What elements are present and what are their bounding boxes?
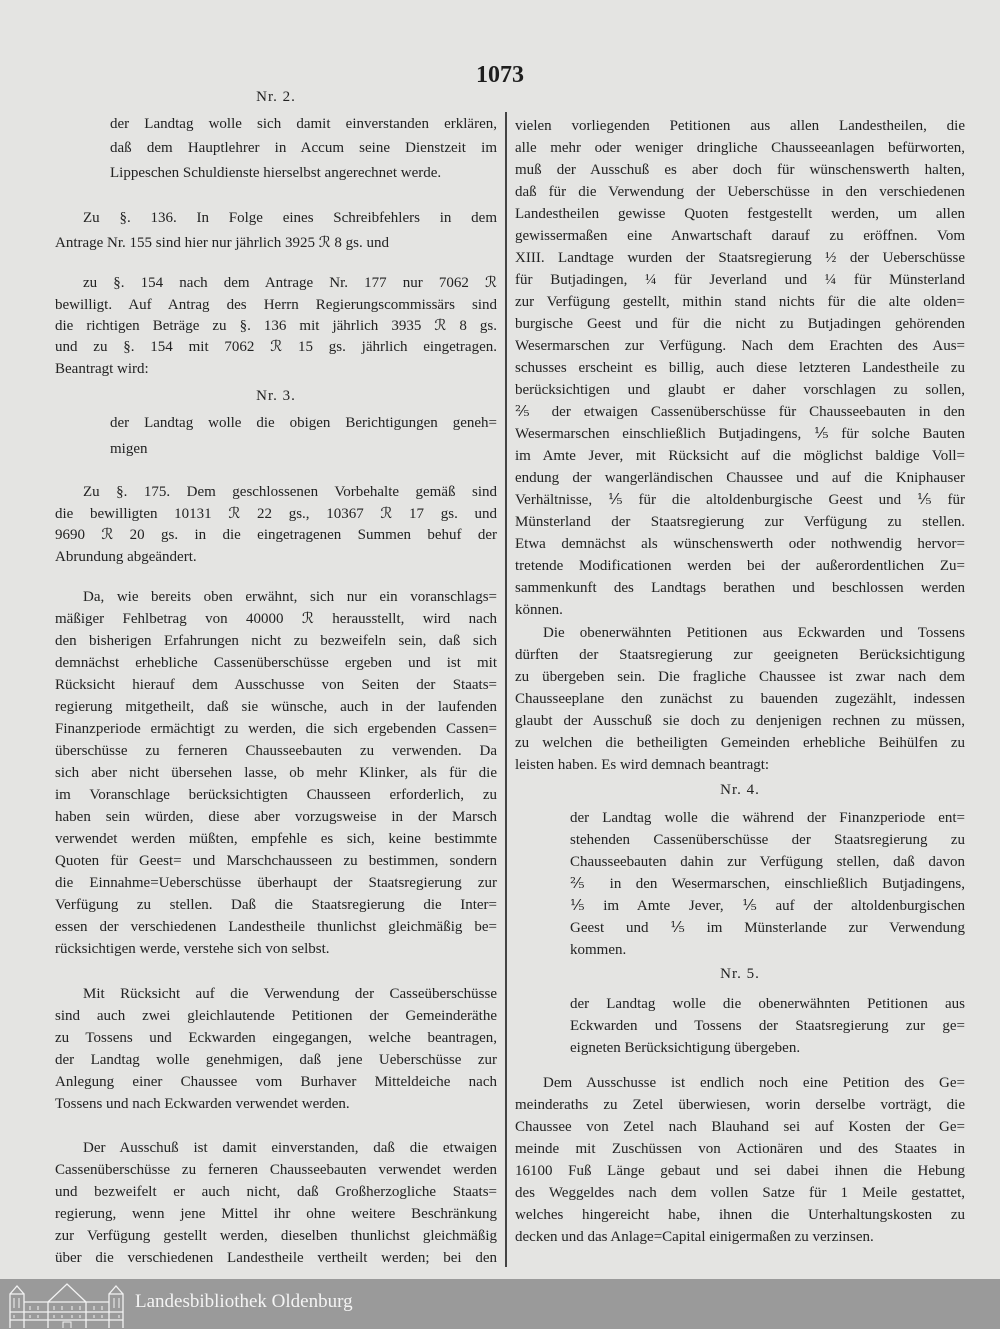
text-line: Antrage Nr. 155 sind hier nur jährlich 3925 ℛ 8 gs. und bbox=[55, 234, 389, 251]
text-line: stehenden Cassenüberschüsse der Staatsregierung zu bbox=[570, 832, 965, 848]
section-heading bbox=[55, 385, 497, 407]
text-line: meinde mit Zuschüssen von Actionären und des Staates in bbox=[515, 1141, 965, 1157]
text-line: gewissermaßen eine Anwartschaft darauf zu eröffnen. Vom bbox=[515, 228, 965, 244]
text-line: 16100 Fuß Länge gebaut und sei dabei ihnen die Hebung bbox=[515, 1163, 965, 1179]
text-line: Rücksicht hierauf dem Ausschusse von Seiten der Staats= bbox=[55, 677, 497, 693]
text-line: Geest und ⅕ im Münsterlande zur Verwendung bbox=[570, 920, 965, 936]
text-line: über die verschiedenen Landestheile vertheilt werden; bei den bbox=[55, 1250, 497, 1266]
text-line: kommen. bbox=[570, 942, 627, 958]
text-line: tretende Modificationen werden bei der außerordentlichen Zu= bbox=[515, 558, 965, 574]
text-line: der Landtag wolle die obigen Berichtigungen geneh= bbox=[110, 415, 497, 431]
text-line: muß der Ausschuß es aber doch für wünschenswerth halten, bbox=[515, 162, 965, 178]
text-line: Da, wie bereits oben erwähnt, sich nur ein voranschlags= bbox=[83, 589, 497, 605]
text-line: Dem Ausschusse ist endlich noch eine Petition des Ge= bbox=[543, 1075, 965, 1091]
motion-text bbox=[110, 410, 497, 462]
text-line: bewilligt. Auf Antrag des Herrn Regierungscommissärs sind bbox=[55, 296, 497, 313]
text-line: der Landtag wolle die während der Finanzperiode ent= bbox=[570, 810, 965, 826]
library-name: Landesbibliothek Oldenburg bbox=[135, 1291, 353, 1312]
text-line: Anlegung einer Chaussee vom Burhaver Mitteldeiche nach bbox=[55, 1074, 497, 1090]
text-line: sind auch zwei gleichlautende Petitionen der Gemeinderäthe bbox=[55, 1008, 497, 1024]
text-line: Beantragt wird: bbox=[55, 360, 149, 377]
text-line: dürften der Staatsregierung zur geeigneten Berücksichtigung bbox=[515, 647, 965, 663]
text-line: Münsterland der Staatsregierung zur Verfügung zu stellen. bbox=[515, 514, 965, 530]
section-heading bbox=[515, 779, 965, 801]
library-building-logo-icon bbox=[8, 1282, 126, 1328]
text-line: Finanzperiode ermächtigt zu werden, die sich ergebenden Cassen= bbox=[55, 721, 497, 737]
text-line: Chausseeplane den zunächst zu bauenden zugezählt, indessen bbox=[515, 691, 965, 707]
text-line: der Landtag wolle die obenerwähnten Petitionen aus bbox=[570, 996, 965, 1012]
text-line: zu Tossens und Eckwarden eingegangen, welche beantragen, bbox=[55, 1030, 497, 1046]
text-line: schusses erscheint es billig, auch diese letzteren Landestheile zu bbox=[515, 360, 965, 376]
text-line: ⅖ in den Wesermarschen, einschließlich Butjadingens, bbox=[570, 876, 965, 892]
text-line: zur Verfügung gestellt, mithin stand nichts für die alte olden= bbox=[515, 294, 965, 310]
paragraph bbox=[55, 1137, 497, 1269]
section-heading bbox=[515, 963, 965, 985]
paragraph bbox=[55, 273, 497, 379]
text-line: mäßiger Fehlbetrag von 40000 ℛ herausstellt, wird nach bbox=[55, 611, 497, 627]
text-line: Wesermarschen einschließlich Butjadingens, ⅕ für solche Bauten bbox=[515, 426, 965, 442]
text-line: berücksichtigen und glaubt er daher vorschlagen zu sollen, bbox=[515, 382, 965, 398]
text-line: Verhältnisse, ⅕ für die altoldenburgische Geest und ⅕ für bbox=[515, 492, 965, 508]
text-line: ⅖ der etwaigen Cassenüberschüsse für Chausseebauten in den bbox=[515, 404, 965, 420]
text-line: daß dem Hauptlehrer in Accum seine Dienstzeit im bbox=[110, 140, 497, 157]
text-line: der Landtag wolle genehmigen, daß jene Ueberschüsse zur bbox=[55, 1052, 497, 1068]
text-line: und bezweifelt er auch nicht, daß Großherzogliche Staats= bbox=[55, 1184, 497, 1200]
paragraph bbox=[55, 586, 497, 960]
motion-text bbox=[110, 112, 497, 186]
text-line: und zu §. 154 mit 7062 ℛ 15 gs. jährlich eingetragen. bbox=[55, 339, 497, 356]
text-line: zu welchen die betheiligten Gemeinden erhebliche Beihülfen zu bbox=[515, 735, 965, 751]
text-line: Nr. 2. bbox=[256, 89, 296, 105]
text-line: Chausseebauten dahin zur Verfügung stellen, daß davon bbox=[570, 854, 965, 870]
text-line: decken und das Anlage=Capital einigermaßen zu verzinsen. bbox=[515, 1229, 874, 1245]
text-line: zu §. 154 nach dem Antrage Nr. 177 nur 7062 ℛ bbox=[83, 275, 497, 292]
text-line: 9690 ℛ 20 gs. in die eingetragenen Summen behuf der bbox=[55, 527, 497, 544]
text-line: vielen vorliegenden Petitionen aus allen Landestheilen, die bbox=[515, 118, 965, 134]
text-line: im Amte Jever, mit Rücksicht auf die möglichst baldige Voll= bbox=[515, 448, 965, 464]
text-line: ⅕ im Amte Jever, ⅕ auf der altoldenburgischen bbox=[570, 898, 965, 914]
text-line: meinderaths zu Zetel überwiesen, worin derselbe vorträgt, die bbox=[515, 1097, 965, 1113]
text-line: demnächst erhebliche Cassenüberschüsse ergeben und ist mit bbox=[55, 655, 497, 671]
paragraph bbox=[55, 983, 497, 1115]
text-line: migen bbox=[110, 441, 148, 457]
text-line: Etwa demnächst als wünschenswerth oder nothwendig hervor= bbox=[515, 536, 965, 552]
text-line: Chaussee von Zetel nach Blauhand sei auf Kosten der Ge= bbox=[515, 1119, 965, 1135]
text-line: haben sein würden, diese aber vorzugsweise in der Marsch bbox=[55, 809, 497, 825]
text-line: sammenkunft des Landtags berathen und beschlossen werden bbox=[515, 580, 965, 596]
text-line: die Einnahme=Ueberschüsse überhaupt der Staatsregierung zur bbox=[55, 875, 497, 891]
text-line: Tossens und nach Eckwarden verwendet werden. bbox=[55, 1096, 350, 1112]
text-line: die bewilligten 10131 ℛ 22 gs., 10367 ℛ 17 gs. und bbox=[55, 505, 497, 522]
library-footer bbox=[0, 1279, 1000, 1329]
text-line: Wesermarschen zur Verfügung. Nach dem Erachten des Aus= bbox=[515, 338, 965, 354]
text-line: zu übergeben sein. Die fragliche Chaussee ist zwar nach dem bbox=[515, 669, 965, 685]
text-line: essen der verschiedenen Landestheile thunlichst gleichmäßig be= bbox=[55, 919, 497, 935]
text-line: glaubt der Ausschuß sie doch zu denjenigen rechnen zu müssen, bbox=[515, 713, 965, 729]
column-divider bbox=[505, 112, 507, 1267]
text-line: Mit Rücksicht auf die Verwendung der Casseüberschüsse bbox=[83, 986, 497, 1002]
text-line: Nr. 4. bbox=[720, 782, 760, 798]
text-line: für Butjadingen, ¼ für Jeverland und ¼ für Münsterland bbox=[515, 272, 965, 288]
text-line: Eckwarden und Tossens der Staatsregierung zur ge= bbox=[570, 1018, 965, 1034]
text-line: Nr. 3. bbox=[256, 388, 296, 404]
text-line: eigneten Berücksichtigung übergeben. bbox=[570, 1040, 801, 1056]
page-number: 1073 bbox=[476, 62, 524, 88]
text-line: Der Ausschuß ist damit einverstanden, daß die etwaigen bbox=[83, 1140, 497, 1156]
text-line: Quoten für Geest= und Marschchausseen zu bestimmen, sondern bbox=[55, 853, 497, 869]
text-line: überschüsse zu ferneren Chausseebauten zu verwenden. Da bbox=[55, 743, 497, 759]
text-line: des Weggeldes nach dem vollen Satze für 1 Meile gestattet, bbox=[515, 1185, 965, 1201]
text-line: den bisherigen Erfahrungen nicht zu bezweifeln sein, daß sich bbox=[55, 633, 497, 649]
text-line: verwendet werden müßten, empfehle es sich, keine bestimmte bbox=[55, 831, 497, 847]
text-line: Landestheilen gewisse Quoten festgestellt werden, um allen bbox=[515, 206, 965, 222]
text-line: regierung, wenn jene Mittel ihr ohne weitere Beschränkung bbox=[55, 1206, 497, 1222]
text-line: leisten haben. Es wird demnach beantragt: bbox=[515, 757, 770, 773]
paragraph bbox=[515, 115, 965, 621]
text-line: Verfügung zu stellen. Daß die Staatsregierung die Inter= bbox=[55, 897, 497, 913]
text-line: alle mehr oder weniger dringliche Chausseeanlagen befürworten, bbox=[515, 140, 965, 156]
text-line: Cassenüberschüsse zu ferneren Chausseebauten verwendet werden bbox=[55, 1162, 497, 1178]
text-line: im Voranschlage berücksichtigten Chausseen erforderlich, zu bbox=[55, 787, 497, 803]
paragraph bbox=[55, 482, 497, 568]
text-line: zur Verfügung gestellt werden, dieselben thunlichst gleichmäßig bbox=[55, 1228, 497, 1244]
text-line: Die obenerwähnten Petitionen aus Eckwarden und Tossens bbox=[543, 625, 965, 641]
text-line: Zu §. 175. Dem geschlossenen Vorbehalte gemäß sind bbox=[83, 484, 497, 501]
paragraph bbox=[515, 1072, 965, 1248]
text-line: welches hingereicht habe, ihnen die Unterhaltungskosten zu bbox=[515, 1207, 965, 1223]
text-line: regierung mitgetheilt, daß sie wünsche, auch in der laufenden bbox=[55, 699, 497, 715]
text-line: sich aber nicht übersehen lasse, ob mehr Klinker, als für die bbox=[55, 765, 497, 781]
text-line: endung der wangerländischen Chaussee und auf die Kniphauser bbox=[515, 470, 965, 486]
section-heading bbox=[55, 86, 497, 108]
text-line: burgische Geest und für die nicht zu Butjadingen gehörenden bbox=[515, 316, 965, 332]
text-line: die richtigen Beträge zu §. 136 mit jährlich 3935 ℛ 8 gs. bbox=[55, 317, 497, 334]
text-line: Lippeschen Schuldienste hierselbst angerechnet werde. bbox=[110, 164, 442, 181]
text-line: der Landtag wolle sich damit einverstanden erklären, bbox=[110, 115, 497, 132]
text-line: Abrundung abgeändert. bbox=[55, 548, 197, 565]
text-line: Nr. 5. bbox=[720, 966, 760, 982]
text-line: daß für die Verwendung der Ueberschüsse in den verschiedenen bbox=[515, 184, 965, 200]
paragraph bbox=[515, 622, 965, 776]
text-line: rücksichtigen werde, verstehe sich von selbst. bbox=[55, 941, 330, 957]
text-line: Zu §. 136. In Folge eines Schreibfehlers in dem bbox=[83, 209, 497, 226]
motion-text bbox=[570, 807, 965, 961]
text-line: XIII. Landtage wurden der Staatsregierung ½ der Ueberschüsse bbox=[515, 250, 965, 266]
motion-text bbox=[570, 993, 965, 1059]
text-line: können. bbox=[515, 602, 563, 618]
paragraph bbox=[55, 206, 497, 256]
